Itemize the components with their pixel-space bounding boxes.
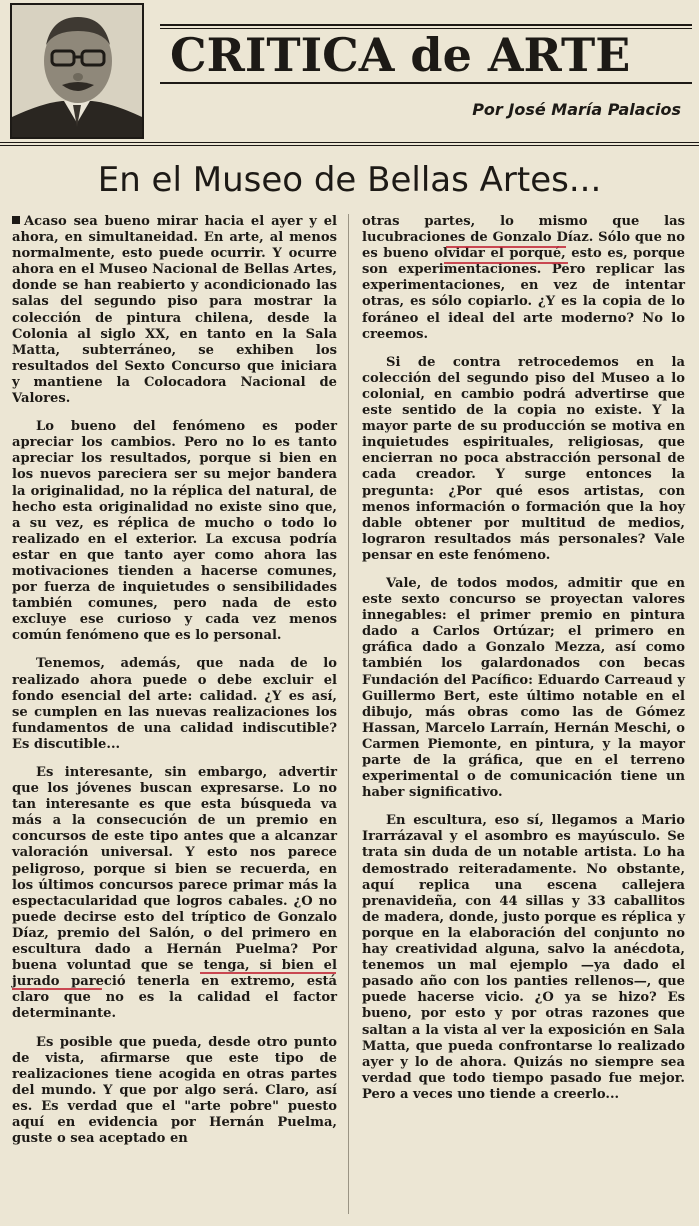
column-divider: [348, 214, 349, 1214]
article-paragraph: Lo bueno del fenómeno es poder apreciar los cambios. Pero no lo es tanto apreciar los resultados, porque si bien en los nuevos pareciera ser su mejor bandera la originalidad, no la réplica del natural, de hecho esta originalidad no existe sino que, a su vez, es réplica de mucho o todo lo realizado en el exterior. La excusa podría estar en que tanto ayer como ahora las motivaciones tienden a hacerse comunes, por fuerza de inquietudes o sensibilidades también comunes, pero nada de esto excluye ese curioso y cada vez menos común fenómeno que es lo personal.: [12, 419, 337, 644]
article-paragraph: otras partes, lo mismo que las lucubraciones de Gonzalo Díaz. Sólo que no es bueno olvidar el porqué, esto es, porque son experimentaciones. Pero replicar las experimentaciones, en vez de intentar otras, es sólo copiarlo. ¿Y es la copia de lo foráneo el ideal del arte moderno? No lo creemos.: [362, 214, 685, 342]
red-pen-underline: [444, 262, 568, 264]
author-portrait-photo: [12, 5, 142, 137]
column-title: CRITICA de ARTE: [170, 28, 631, 82]
column-masthead: [0, 0, 699, 146]
article-paragraph: Si de contra retrocedemos en la colección del segundo piso del Museo a lo colonial, en cambio podrá advertirse que este sentido de la copia no existe. Y la mayor parte de su producción se motiva en inquietudes espirituales, religiosas, que encierran no poca abstracción personal de cada creador. Y surge entonces la pregunta: ¿Por qué esos artistas, con menos información o formación que la hoy dable obtener por multitud de medios, lograron resultados más personales? Vale pensar en este fenómeno.: [362, 354, 685, 563]
red-pen-underline: [12, 988, 102, 990]
bullet-square-icon: [12, 216, 20, 224]
article-paragraph-text: Acaso sea bueno mirar hacia el ayer y el ahora, en simultaneidad. En arte, al menos normalmente, esto puede ocurrir. Y ocurre ahora en el Museo Nacional de Bellas Artes, donde se han reabierto y acondicionado las salas del segundo piso para mostrar la colección de pintura chilena, desde la Colonia al siglo XX, en tanto en la Sala Matta, subterráneo, se exhiben los resultados del Sexto Concurso que iniciara y mantiene la Colocadora Nacional de Valores.: [12, 214, 337, 407]
article-right-column: [362, 214, 685, 1115]
article-paragraph: Vale, de todos modos, admitir que en este sexto concurso se proyectan valores innegables: el primer premio en pintura dado a Carlos Ortúzar; el primero en gráfica dado a Gonzalo Mezza, así como también los galardonados con becas Fundación del Pacífico: Eduardo Carreaud y Guillermo Bert, este último notable en el dibujo, más obras como las de Gómez Hassan, Marcelo Larraín, Hernán Meschi, o Carmen Piemonte, en pintura, y la mayor parte de la gráfica, que en el terreno experimental o de comunicación tiene un haber significativo.: [362, 575, 685, 801]
byline: Por José María Palacios: [472, 100, 681, 119]
author-portrait: [10, 3, 144, 139]
masthead-rule: [160, 82, 692, 84]
article-headline: En el Museo de Bellas Artes...: [97, 160, 602, 200]
red-pen-underline: [446, 246, 566, 248]
article-paragraph: En escultura, eso sí, llegamos a Mario Irarrázaval y el asombro es mayúsculo. Se trata sin duda de un notable artista. Lo ha demostrado reiteradamente. No obstante, aquí replica una escena callejera prenavideña, con 44 sillas y 33 caballitos de madera, donde, justo porque es réplica y porque en la elaboración del conjunto no hay creatividad alguna, salvo la anécdota, tenemos un mal ejemplo —ya dado el pasado año con los panties rellenos—, que puede hacerse vicio. ¿O ya se hizo? Es bueno, por esto y por otras razones que saltan a la vista al ver la exposición en Sala Matta, que pueda confrontarse lo realizado ayer y lo de ahora. Quizás no siempre sea verdad que todo tiempo pasado fue mejor. Pero a veces uno tiende a creerlo...: [362, 813, 685, 1102]
article-paragraph: Tenemos, además, que nada de lo realizado ahora puede o debe excluir el fondo esencial del arte: calidad. ¿Y es así, se cumplen en las nuevas realizaciones los fundamentos de una calidad indiscutible? Es discutible...: [12, 656, 337, 752]
article-left-column: [12, 214, 337, 1159]
article-paragraph: [12, 214, 337, 407]
article-paragraph: Es posible que pueda, desde otro punto de vista, afirmarse que este tipo de realizaciones tiene acogida en otras partes del mundo. Y que por algo será. Claro, así es. Es verdad que el "arte pobre" puesto aquí en evidencia por Hernán Puelma, guste o sea aceptado en: [12, 1034, 337, 1147]
masthead-rule: [160, 24, 692, 26]
article-paragraph: Es interesante, sin embargo, advertir que los jóvenes buscan expresarse. Lo no tan interesante es que esta búsqueda va más a la consecución de un premio en concursos de este tipo antes que a alcanzar valoración universal. Y esto nos parece peligroso, porque si bien se recuerda, en los últimos concursos parece primar más la espectacularidad que logros cabales. ¿O no puede decirse esto del tríptico de Gonzalo Díaz, premio del Salón, o del primero en escultura dado a Hernán Puelma? Por buena voluntad que se tenga, si bien el jurado pareció tenerla en extremo, está claro que no es la calidad el factor determinante.: [12, 765, 337, 1022]
red-pen-underline: [200, 972, 336, 974]
